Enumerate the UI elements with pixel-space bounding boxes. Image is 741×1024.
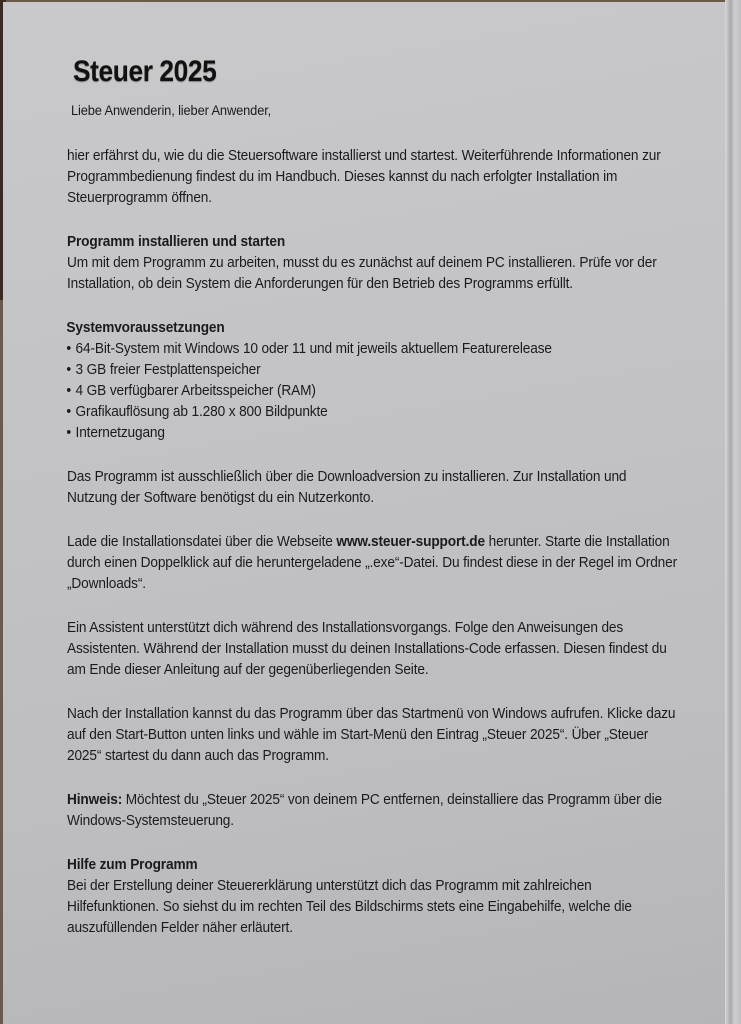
- requirements-list: [66, 338, 672, 443]
- note-label: Hinweis:: [67, 791, 123, 808]
- greeting: Liebe Anwenderin, lieber Anwender,: [71, 102, 272, 118]
- website-text-after: herunter. Starte die Installation durch einen Doppelklick auf die heruntergeladene „.exe“-Datei. Du findest diese in der Regel im Ordner „Downloads“.: [67, 533, 678, 592]
- install-heading: Programm installieren und starten: [67, 233, 286, 250]
- page-content: [61, 50, 678, 961]
- note-text: Möchtest du „Steuer 2025“ von deinem PC entfernen, deinstalliere das Programm über die Windows-Systemsteuerung.: [67, 791, 662, 829]
- requirements-section: [61, 317, 672, 443]
- note-paragraph: [67, 789, 678, 831]
- intro-paragraph: hier erfährst du, wie du die Steuersoftware installierst und startest. Weiterführende Informationen zur Programmbedienung findest du im Handbuch. Dieses kannst du nach erfolgter Installation im Steuerprogramm öffnen.: [67, 147, 661, 206]
- help-heading: Hilfe zum Programm: [67, 856, 198, 873]
- requirement-item: • 3 GB freier Festplattenspeicher: [66, 359, 672, 380]
- document-page: [3, 2, 725, 1024]
- install-text: Um mit dem Programm zu arbeiten, musst du es zunächst auf deinem PC installieren. Prüfe vor der Installation, ob dein System die Anforderungen für den Betrieb des Programms erfüllt.: [67, 254, 657, 292]
- download-paragraph: Das Programm ist ausschließlich über die Downloadversion zu installieren. Zur Installation und Nutzung der Software benötigst du ein Nutzerkonto.: [67, 468, 627, 506]
- page-title: Steuer 2025: [73, 55, 217, 88]
- support-website-link[interactable]: www.steuer-support.de: [336, 533, 485, 550]
- website-paragraph: [67, 531, 678, 594]
- page-edge: [725, 0, 741, 1024]
- install-section: [67, 231, 678, 294]
- website-text-before: Lade die Installationsdatei über die Webseite: [67, 533, 337, 550]
- requirement-item: • Internetzugang: [66, 422, 672, 443]
- requirements-heading: Systemvoraussetzungen: [66, 319, 225, 336]
- requirement-item: • 4 GB verfügbarer Arbeitsspeicher (RAM): [66, 380, 672, 401]
- assistant-paragraph: Ein Assistent unterstützt dich während des Installationsvorgangs. Folge den Anweisungen des Assistenten. Während der Installation musst du deinen Installations-Code erfassen. Diesen findest du am Ende dieser Anleitung auf der gegenüberliegenden Seite.: [67, 619, 667, 678]
- requirement-item: • Grafikauflösung ab 1.280 x 800 Bildpunkte: [66, 401, 672, 422]
- requirement-item: • 64-Bit-System mit Windows 10 oder 11 und mit jeweils aktuellem Featurerelease: [66, 338, 672, 359]
- help-text: Bei der Erstellung deiner Steuererklärung unterstützt dich das Programm mit zahlreichen Hilfefunktionen. So siehst du im rechten Teil des Bildschirms stets eine Eingabehilfe, welche die auszufüllenden Felder näher erläutert.: [67, 877, 632, 936]
- help-section: [67, 854, 678, 938]
- start-paragraph: Nach der Installation kannst du das Programm über das Startmenü von Windows aufrufen. Klicke dazu auf den Start-Button unten links und wähle im Start-Menü den Eintrag „Steuer 2025“. Über „Steuer 2025“ startest du dann auch das Programm.: [67, 705, 676, 764]
